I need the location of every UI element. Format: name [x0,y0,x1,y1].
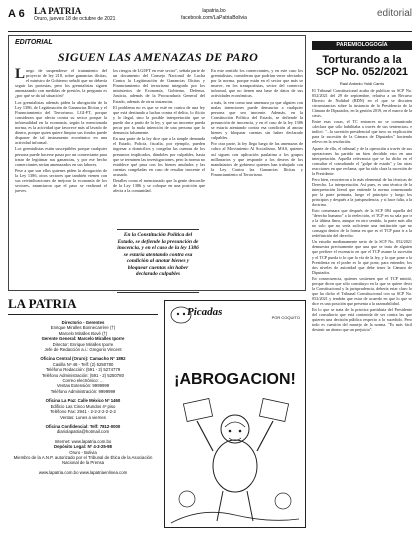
masthead-row: Jefe de Redacción a.i.: Gregorio Vincent [44,347,122,353]
masthead-rows [8,320,158,475]
masthead-row: Teléfono Fax: 2941 - 2-2-2-2-2-2-2 [50,409,116,415]
masthead-row: Director: Enrique Miralles Iporre [52,341,114,347]
masthead-row: www.lapatria.com.bo www.lapatriaenlinea.com [38,469,128,475]
masthead-row: Oruro - Bolivia [69,449,97,455]
masthead [8,296,158,528]
cartoon-caption: ¡ABROGACION! [174,371,296,388]
masthead-divider [8,314,158,315]
editorial-title: SIGUEN LAS AMENAZAS DE PARO [57,50,259,64]
issue-date: Oruro, jueves 18 de octubre de 2021 [34,16,116,22]
column-paragraph: En lo que se trata de la práctica partidaria del Presidente del consultorio que está contenida de ser contra las que quieren una decisión pública respecto a lo sucedido. Pero todo es cuestión del manejo de la norma. "Es más fácil destruir un átomo que un prejuicio". [312,306,412,333]
pull-quote-text: En la Constitución Política del Estado, se defiende la presunción de inocencia, y en el caso de la ley 1386 se estaría atentando contra esa condición al anotar bienes y bloquear cuentas sin haber declarado culpables [117,232,199,277]
editorial-paragraph: Detalles como el mencionado que la gente desconfíe de la Ley 1386 y se coloque en una posición que afecta a la comunidad. [113,177,205,194]
masthead-row: Oficina Central (Oruro): Camacho Nº 1892 [40,356,126,362]
masthead-row: Teléfono Administración: 9999999 [50,388,116,394]
masthead-row: diariolapatria@hotmail.com [56,429,110,435]
editorial-column-1 [15,68,107,290]
section-name: editorial [376,8,412,19]
masthead-row: Oficina Confidencial: Telf: 7812-0000 [45,423,121,429]
drop-cap: L [15,68,26,82]
column-paragraph: Pero bien, recorrieron a lo más elemental de las técnicas de Derecho. La interpretación. Así pues, es una técnica de la interpretación literal que entiende la norma comenzando por la parte primaria, luego el principio y luego los principios y después a la jurisprudencia, y si hace falta, a la doctrina. [312,176,412,208]
column-byline: Raúl Antonio Yoldi Carrio [339,81,385,86]
cartoon-title: Picadas [187,306,223,318]
column-paragraph: El Tribunal Constitucional acaba de publicar su SCP No. 052/2021 del 29 de septiembre, relativa a un Recurso Directo de Nulidad (RDN) en el que se discuten circunstancias sobre la instancia de la Presidencia de la Cámara de Diputados, en la gestión 2019, en el marco de la crisis. [312,88,412,119]
column-kicker: PAREMIOLOGOGÍA [312,41,412,50]
editorial-box [8,35,306,291]
column-paragraph: Esto comenzara que después de la SCP 084 aquella del "derecho humano" a la reelección, el TCP en su sala por ir a la última línea, aunque en otro sentido, la parte más alta no solo que no sería suficiente una institución que no consagra dentro de la forma en que es el TCP para ir a la redefinición del derecho. [312,208,412,239]
masthead-row: Casilla Nº 48 - Telf: (2) 5250780 [52,361,114,367]
masthead-row: Gerente General: Marcelo Miralles Iporre [41,336,125,342]
cartoon-drawing [165,301,305,527]
masthead-row: Correo electrónico: ... [62,378,104,384]
masthead-row: Teléfono Administración: (591 - 2) 5250780 [42,372,124,378]
masthead-row: Ventas: Lunes a viernes [60,414,106,420]
page-number: A 6 [8,8,25,20]
masthead-row: Internet: www.lapatria.com.bo [54,438,112,444]
editorial-paragraph: En una parte de la ley dice que a la simple demanda el Estado, Policía, fiscalía, por ejemplo, pueden ingresar a domicilios y congelar las cuentas de los presuntos implicados, dándoles por culpables, hasta que se terminen las investigaciones, pero la norma no establece qué pasa con los bienes anulados y las cuentas congeladas en caso de resultar inocente el acusado. [113,136,205,177]
column-body [312,88,412,528]
masthead-row: Enrique Miralles Bonnecarrère (†) [50,325,116,331]
editorial-column-3 [211,68,303,290]
editorial-paragraph: a más, la ven como una amenaza ya que alguien con malas intenciones puede denunciar a cualquier persona que sea inocente. Además, en la Constitución Política del Estado, se defiende la presunción de inocencia, y en el caso de la ley 1386 se estaría atentando contra esa condición al anotar bienes y bloquear cuentas sin haber declarado culpables. [211,99,303,141]
web-links [164,8,264,22]
cartoon-box [164,300,306,528]
column-paragraph: Entre esas cosas, el TC entonces no se comunicado «declara que sólo habilitaba a través de sus sentencias» e indicó: "...la sucesión presidencial que tuvo su explicación para la sucesión de la Cámara de Diputados" haciendo relevo en la resolución. [312,119,412,145]
masthead-row: Edificio Las Cinco Mundos 4º piso [50,403,116,409]
masthead-row: Miembro de la A.N.P. autorizado por el Tribunal de Ética de la Asociación Nacional de la Prensa [13,454,153,466]
editorial-paragraph: Por otra parte, la ley llega luego de las amenazas de cobro al Movimiento Al Socialismo, MAS, quienes así siguen con aplicación paulatina a los grupos millonarios y que responde a los deseos de los mandatarios de gobierno quienes han trabajado con la Ley Contra las Ganancias Ilícitas y Financiamiento al Terrorismo. [211,141,303,177]
editorial-column-2 [113,68,205,226]
column-title: Torturando a la SCP No. 052/2021 [315,54,409,78]
masthead-row: Depósito Legal: Nº 4-3-25-98 [54,444,112,450]
column-paragraph: Un estudio medianamente serio de la SCP No. 052/2021 demuestra precisamente que una que se trata de alguien que prefiere el escenario en que el TCP asume la sucesión y el TCP pueda ir lo que la vía de la ley, y lo que pone a la Presidenta en el poder es lo que pone, para entender, los dos niveles de autoridad que debe tener la Cámara de Diputados. [312,239,412,275]
brand-name: LA PATRIA [34,6,82,16]
pull-quote [117,229,199,293]
editorial-paragraph: Pese a que son ellos quienes piden la abrogación de la Ley 1386, otros sectores que también vienen con sus reivindicaciones de mejorar la economía de los sectores, anunciaron que el paso se realizará el jueves. [15,167,107,194]
masthead-row: Marcelo Miralles Bové (†) [58,330,108,336]
editorial-paragraph: los riesgos de LGI/FT en este sector", señala parte de un documento del Consejo Nacional de Lucha Contra la Legitimación de Ganancias Ilícitas y Financiamiento del terrorismo integrado por los ministerios de Economía, Gobierno, Defensa, Justicia, además de la Procuraduría General del Estado, además de otras instancias. [113,68,205,104]
cartoon-byline: POR COQUITO [271,315,300,320]
masthead-logo: LA PATRIA [8,296,77,311]
column-paragraph: En consecuencia, quienes sostienen que el TCP mintió, porque dicen que sólo constituyo en la que se quiere decir la Constitucional y la jurisprudencia, debería estar claro lo que ha dicho el Tribunal Constitucional con su SCP No. 052/2021 y tendrán que estar de acuerdo en que lo que se dice es una posición que presenta a la razonabilidad. [312,275,412,306]
masthead-row: Oficina La Paz: Calle México Nº 1460 [45,398,121,404]
facebook-link[interactable]: facebook.com/LaPatriaBolivia [181,15,247,21]
editorial-paragraph: En este sentido los comerciantes, y en este caso los gremialistas, consideran que podrían verse afectados por la norma, porque están en el sector que más se mueve, en los transportistas, sector del comercio informal, que no tienen una base de datos de sus actividades económicas. [211,68,303,99]
editorial-paragraph: El problema no es que se esté en contra de una ley que está destinada a luchar contra el delito, lo ilícito y lo ilegal, sino la posible interpretación que se puede dar a partir de la ley, y que un inocente pueda pecar por la mala intención de una persona que lo denuncia falsamente. [113,104,205,136]
editorial-paragraph: Los gremialistas además piden la abrogación de la Ley 1386, de Legitimación de Ganancias Ilícitas y el Financiamiento del Terrorismo, LGI-FT, porque consideran que afecta contra su sector porque la informalidad en la economía, según la mencionada norma, es la actividad que favorece más al lavado de dinero, porque quien quiere limpiar sus fondos puede disponer de tal instrumento económico en una actividad informal. [15,99,107,146]
header-divider [8,31,412,32]
editorial-label: EDITORIAL [15,39,53,46]
page-header [8,6,412,30]
column-paragraph: Aparte de ello, el tribunal y de la operación a través de sus operaciones ha partido un bien decidido esto en una interpretación. Aquella relevancia que se ha dicho en el consultar el consultando el "golpe de estado" y las otras reacciones en que reclama, que ha sido clara la sucesión de la Presidente. [312,145,412,176]
masthead-row: Ventas Extensión: 9999999 [56,383,110,389]
website-link[interactable]: lapatria.bo [202,8,226,14]
masthead-row: Directorio - Gerentes [61,320,105,325]
editorial-paragraph: Luego de suspenderse el tratamiento del proyecto de ley 218, sobre ganancias ilícitas, el ministro de Gobierno señaló que no debería seguir las protestas, pero los gremialistas siguen amenazando con medidas de presión, la pregunta es ¿por qué se da tal situación? [15,68,107,99]
masthead-row: Teléfono Redacción: (591 - 2) 5274779 [45,367,121,373]
editorial-paragraph: Los gremialistas están susceptibles porque cualquier persona puede hacerse pasar por un comerciante para tratar de legitimar sus ganancias, y por ese hecho comerciantes serían amenazados en sus labores. [15,146,107,167]
